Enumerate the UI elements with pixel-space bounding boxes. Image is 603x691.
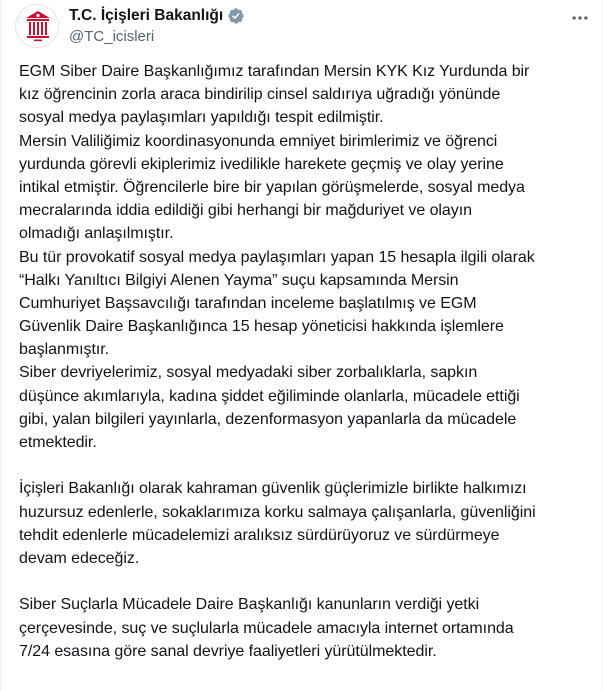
text-line: 7/24 esasına göre sanal devriye faaliyetleri yürütülmektedir. [19, 642, 437, 660]
text-line: Cumhuriyet Başsavcılığı tarafından inceleme başlatılmış ve EGM [19, 294, 477, 312]
paragraph-gap [19, 454, 591, 477]
text-line: sosyal medya paylaşımları yapıldığı tespit edilmiştir. [19, 109, 384, 127]
text-line: olmadığı anlaşılmıştır. [19, 225, 174, 243]
text-line: etmektedir. [19, 434, 97, 451]
more-options-icon[interactable] [570, 8, 590, 28]
text-line: devam edeceğiz. [19, 549, 140, 567]
tweet-text [19, 60, 591, 663]
text-line: mecralarında iddia edildiği gibi herhangi bir mağduriyet ve olayın [19, 202, 472, 220]
text-line: yurdunda görevli ekiplerimiz ivedilikle harekete geçmiş ve olay yerine [19, 155, 504, 173]
text-line: başlanmıştır. [19, 341, 110, 359]
text-line: çerçevesinde, suç ve suçlularla mücadele amacıyla internet ortamında [19, 619, 514, 637]
verified-badge-icon[interactable] [227, 7, 245, 25]
tweet-paragraph-3 [19, 593, 591, 663]
text-line: intikal etmiştir. Öğrencilerle bire bir yapılan görüşmelerde, sosyal medya [19, 178, 525, 196]
ministry-emblem-icon [16, 5, 59, 48]
text-line: Mersin Valiliğimiz koordinasyonunda emniyet birimlerimiz ve öğrenci [19, 132, 498, 150]
text-line: İçişleri Bakanlığı olarak kahraman güvenlik güçlerimizle birlikte halkımızı [19, 480, 527, 498]
paragraph-gap [19, 570, 591, 593]
text-line: tehdit edenlerle mücadelemizi aralıksız sürdürüyoruz ve sürdürmeye [19, 526, 500, 544]
tweet-header [1, 0, 603, 58]
text-line: gibi, yalan bilgileri yayınlarla, dezenformasyon yapanlarla da mücadele [19, 410, 517, 428]
text-line: kız öğrencinin zorla araca bindirilip cinsel saldırıya uğradığı yönünde [19, 86, 501, 104]
text-line: EGM Siber Daire Başkanlığımız tarafından Mersin KYK Kız Yurdunda bir [19, 63, 530, 80]
account-handle[interactable]: @TC_icisleri [69, 28, 155, 45]
text-line: Güvenlik Daire Başkanlığınca 15 hesap yöneticisi hakkında işlemlere [19, 318, 504, 336]
text-line: Siber Suçlarla Mücadele Daire Başkanlığı kanunların verdiği yetki [19, 596, 480, 614]
tweet-paragraph-1 [19, 60, 591, 454]
text-line: Bu tür provokatif sosyal medya paylaşımları yapan 15 hesapla ilgili olarak [19, 248, 535, 266]
display-name[interactable]: T.C. İçişleri Bakanlığı [69, 7, 224, 24]
avatar[interactable] [15, 4, 59, 48]
text-line: “Halkı Yanıltıcı Bilgiyi Alenen Yayma” suçu kapsamında Mersin [19, 271, 459, 289]
name-row [69, 7, 245, 25]
text-line: huzursuz edenlerle, sokaklarımıza korku salmaya çalışanlarla, güvenliğini [19, 503, 536, 521]
tweet-paragraph-2 [19, 477, 591, 570]
text-line: düşünce akımlarıyla, kadına şiddet eğiliminde olanlarla, mücadele ettiği [19, 387, 520, 405]
text-line: Siber devriyelerimiz, sosyal medyadaki siber zorbalıklarla, sapkın [19, 364, 478, 382]
